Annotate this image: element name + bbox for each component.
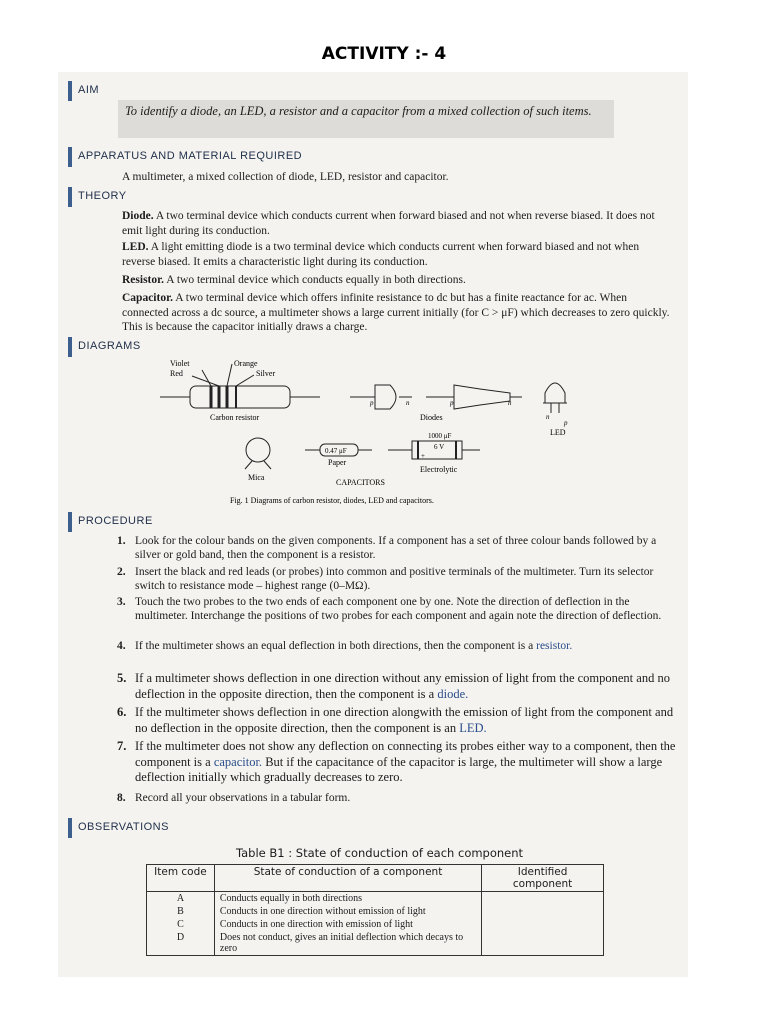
- carbon-resistor-icon: [160, 364, 320, 408]
- highlight-term: LED.: [459, 720, 487, 735]
- label-p: p: [564, 419, 568, 427]
- procedure-step: [117, 595, 677, 623]
- definition: A two terminal device which conducts current when forward biased and not when reverse biased. It does not emit light during its conduction.: [122, 210, 655, 237]
- table-header-row: [147, 865, 604, 892]
- term: Diode.: [122, 210, 154, 222]
- component-diagrams: [150, 355, 590, 510]
- conduction-state: Conducts in one direction without emission of light: [214, 905, 481, 918]
- aim-text: To identify a diode, an LED, a resistor and a capacitor from a mixed collection of such items.: [118, 100, 614, 138]
- procedure-step: [117, 639, 677, 653]
- highlight-term: resistor.: [536, 640, 573, 652]
- section-bar: [68, 81, 72, 101]
- item-code: B: [147, 905, 215, 918]
- column-header: Item code: [147, 865, 215, 892]
- step-text: Touch the two probes to the two ends of each component one by one. Note the direction of deflection in the multimeter. Interchange the positions of two probes for each component and again note the direction of deflection.: [135, 596, 662, 622]
- label-carbon-resistor: Carbon resistor: [210, 413, 260, 422]
- label-orange: Orange: [234, 359, 258, 368]
- procedure-step: [117, 534, 677, 562]
- section-bar: [68, 147, 72, 167]
- step-text: Record all your observations in a tabular form.: [135, 792, 351, 804]
- label-red: Red: [170, 369, 183, 378]
- column-header: State of conduction of a component: [214, 865, 481, 892]
- label-mica: Mica: [248, 473, 265, 482]
- step-number: 3.: [117, 596, 126, 608]
- section-heading: DIAGRAMS: [78, 340, 141, 352]
- highlight-term: capacitor.: [213, 754, 263, 769]
- procedure-step: [117, 705, 677, 736]
- definition: A two terminal device which offers infinite resistance to dc but has a finite reactance for ac. When connected across a dc source, a multimeter shows a large current initially (for C > μF) which decreases to zero quickly. This is because the capacitor initially draws a charge.: [122, 292, 670, 333]
- item-code: C: [147, 918, 215, 931]
- table-row: [147, 905, 604, 918]
- label-led: LED: [550, 428, 566, 437]
- section-heading: PROCEDURE: [78, 515, 153, 527]
- label-n: n: [508, 399, 512, 407]
- step-number: 7.: [117, 739, 127, 753]
- label-paper: Paper: [328, 458, 347, 467]
- label-diodes: Diodes: [420, 413, 443, 422]
- step-text: Insert the black and red leads (or probes) into common and positive terminals of the multimeter. Turn its selector switch to resistance mode – highest range (0–MΩ).: [135, 566, 654, 592]
- step-number: 8.: [117, 792, 126, 804]
- label-p: p: [450, 399, 454, 407]
- theory-led: [122, 240, 674, 269]
- led-icon: [543, 383, 567, 413]
- column-header: Identified component: [482, 865, 604, 892]
- step-number: 1.: [117, 535, 126, 547]
- step-body: If a multimeter shows deflection in one direction without any emission of light from the component and no deflection in the opposite direction, then the component is a: [135, 671, 670, 701]
- label-silver: Silver: [256, 369, 276, 378]
- step-text: [135, 639, 677, 653]
- step-number: 4.: [117, 640, 126, 652]
- step-text: [135, 739, 677, 786]
- label-n: n: [406, 399, 410, 407]
- section-bar: [68, 512, 72, 532]
- step-text: [135, 671, 677, 702]
- label-capacitors: CAPACITORS: [336, 478, 385, 487]
- term: Resistor.: [122, 274, 165, 286]
- label-violet: Violet: [170, 359, 190, 368]
- definition: A two terminal device which conducts equally in both directions.: [164, 274, 466, 286]
- figure-caption: Fig. 1 Diagrams of carbon resistor, diodes, LED and capacitors.: [230, 496, 434, 505]
- table-row: [147, 931, 604, 956]
- section-heading: OBSERVATIONS: [78, 821, 169, 833]
- section-heading: AIM: [78, 84, 100, 96]
- identified-component[interactable]: [482, 918, 604, 931]
- step-text: Look for the colour bands on the given components. If a component has a set of three colour bands followed by a silver or gold band, then the component is a resistor.: [135, 535, 657, 561]
- page-title: ACTIVITY :- 4: [321, 44, 447, 64]
- section-bar: [68, 337, 72, 357]
- table-row: [147, 892, 604, 906]
- conduction-state: Conducts in one direction with emission of light: [214, 918, 481, 931]
- mica-capacitor-icon: [245, 438, 271, 469]
- label-0-47uf: 0.47 μF: [325, 447, 347, 455]
- step-number: 5.: [117, 671, 127, 685]
- section-bar: [68, 187, 72, 207]
- label-6v: 6 V: [434, 443, 445, 451]
- label-p: p: [370, 399, 374, 407]
- theory-capacitor: [122, 291, 674, 335]
- observation-table: [146, 864, 604, 956]
- theory-resistor: [122, 273, 674, 288]
- step-text: [135, 705, 677, 736]
- step-body: If the multimeter does not show any deflection on connecting its probes either way to a component, then the component is a: [135, 739, 676, 769]
- step-body: But if the capacitance of the capacitor is large, the multimeter will show a large deflection initially which gradually decreases to zero.: [135, 754, 663, 784]
- identified-component[interactable]: [482, 931, 604, 956]
- section-heading: APPARATUS AND MATERIAL REQUIRED: [78, 150, 303, 162]
- item-code: D: [147, 931, 215, 956]
- step-number: 2.: [117, 566, 126, 578]
- step-body: If the multimeter shows an equal deflection in both directions, then the component is a: [135, 640, 537, 652]
- term: Capacitor.: [122, 292, 174, 304]
- label-1000uf: 1000 μF: [428, 432, 452, 440]
- highlight-term: diode.: [437, 686, 469, 701]
- item-code: A: [147, 892, 215, 906]
- identified-component[interactable]: [482, 905, 604, 918]
- step-number: 6.: [117, 705, 127, 719]
- identified-component[interactable]: [482, 892, 604, 906]
- procedure-step: [117, 739, 677, 786]
- section-heading: THEORY: [78, 190, 127, 202]
- diode-icon: [350, 385, 412, 409]
- procedure-step: [117, 791, 677, 805]
- table-caption: Table B1 : State of conduction of each component: [236, 846, 524, 860]
- label-n: n: [546, 413, 550, 421]
- definition: A light emitting diode is a two terminal device which conducts current when forward biased and not when reverse biased. It emits a characteristic light during its conduction.: [122, 241, 640, 268]
- conduction-state: Does not conduct, gives an initial deflection which decays to zero: [214, 931, 481, 956]
- procedure-step: [117, 565, 677, 593]
- conduction-state: Conducts equally in both directions: [214, 892, 481, 906]
- label-electrolytic: Electrolytic: [420, 465, 458, 474]
- table-row: [147, 918, 604, 931]
- step-body: If the multimeter shows deflection in one direction alongwith the emission of light from the component and no deflection in the opposite direction, then the component is an: [135, 705, 674, 735]
- procedure-step: [117, 671, 677, 702]
- term: LED.: [122, 241, 149, 253]
- apparatus-text: A multimeter, a mixed collection of diode, LED, resistor and capacitor.: [122, 171, 449, 183]
- section-bar: [68, 818, 72, 838]
- label-plus: +: [421, 452, 425, 460]
- theory-diode: [122, 209, 674, 238]
